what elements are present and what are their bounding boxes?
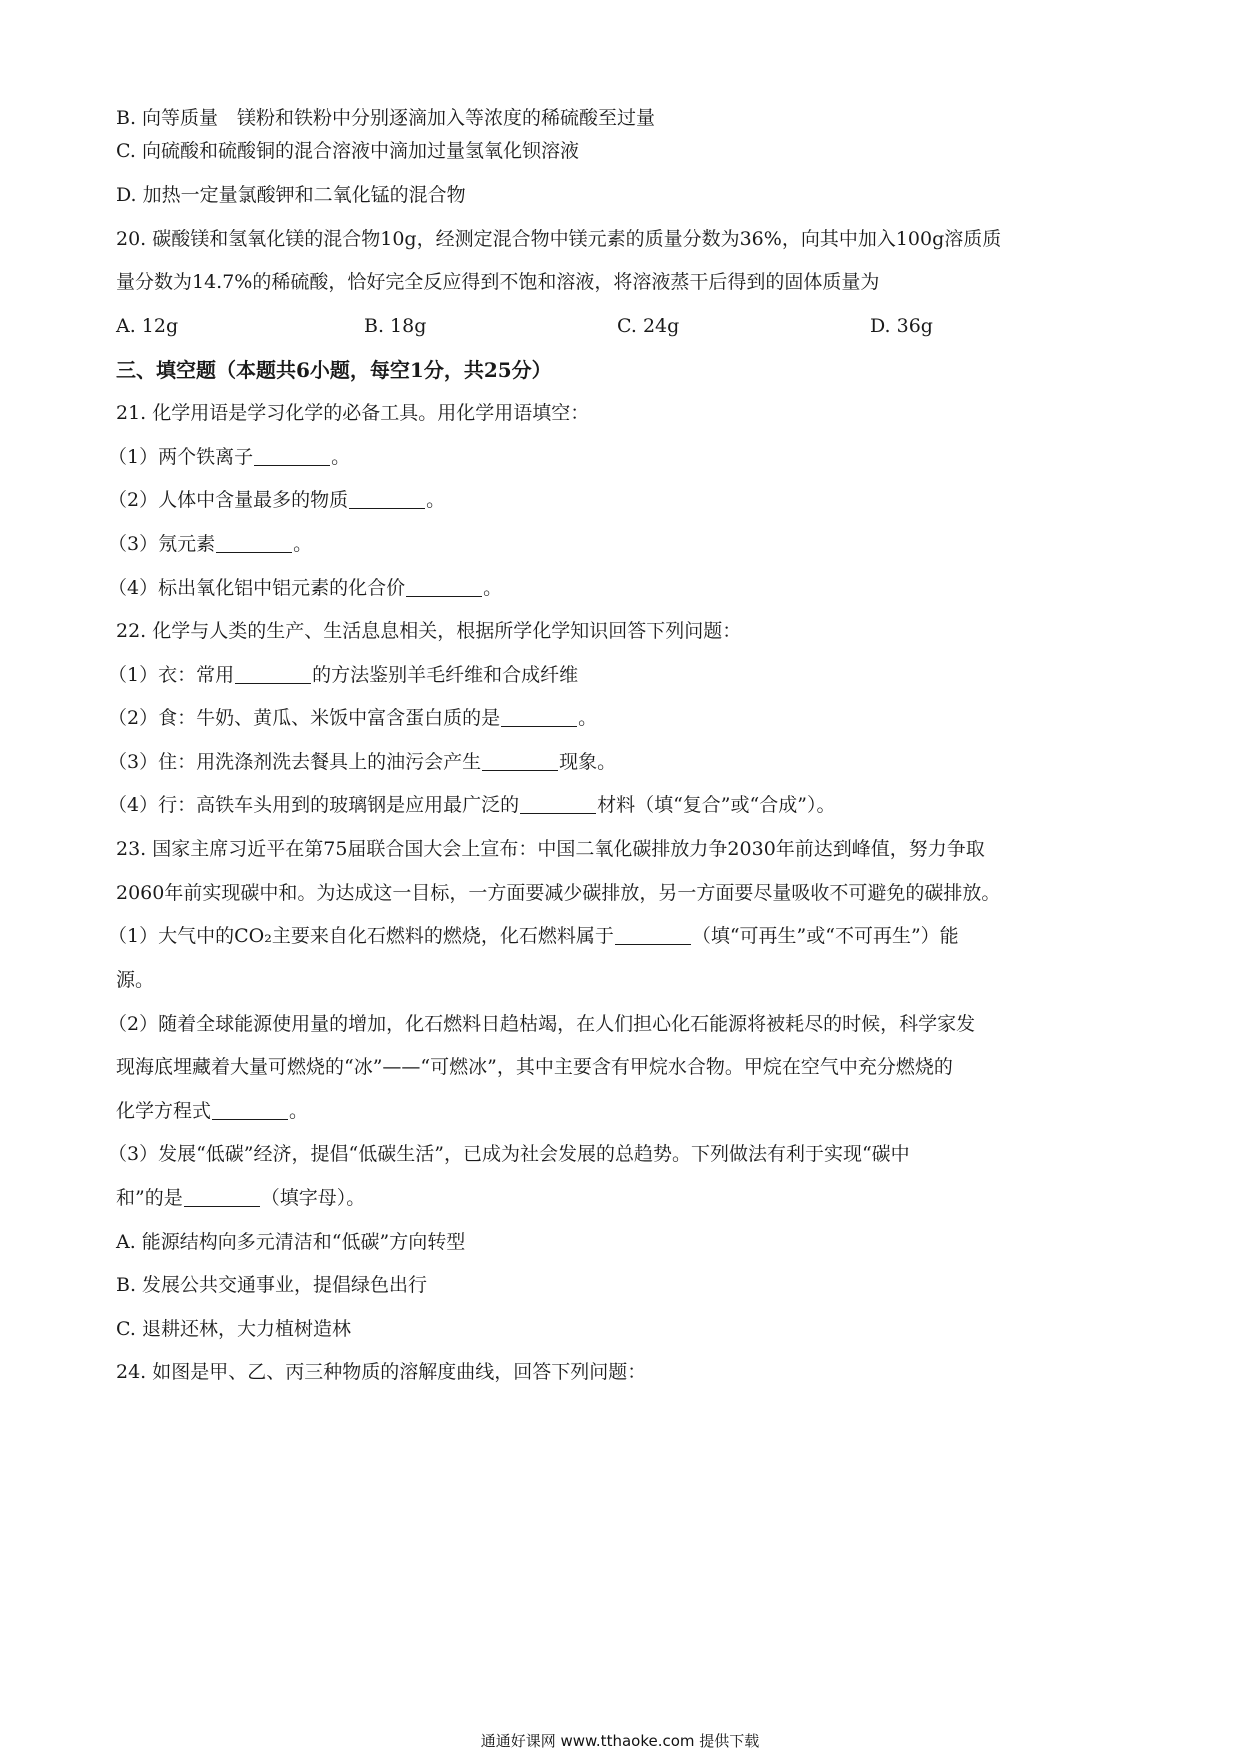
q22-part3-text: （3）住：用洗涤剂洗去餐具上的油污会产生 xyxy=(108,751,482,773)
q19-option-c: C. 向硫酸和硫酸铜的混合溶液中滴加过量氢氧化钡溶液 xyxy=(116,140,579,162)
q22-part1-text: （1）衣：常用 xyxy=(108,664,235,686)
answer-blank[interactable] xyxy=(184,1186,260,1207)
q23-stem-line2: 2060年前实现碳中和。为达成这一目标，一方面要减少碳排放，另一方面要尽量吸收不可避免的碳排放。 xyxy=(116,882,1001,904)
q23-part2-text: 化学方程式 xyxy=(116,1100,212,1122)
q23-part3-end: （填字母）。 xyxy=(260,1187,366,1209)
q20-stem-line1: 20. 碳酸镁和氢氧化镁的混合物10g，经测定混合物中镁元素的质量分数为36%，向其中加入100g溶质质 xyxy=(116,228,1002,250)
page-footer: 通通好课网 www.tthaoke.com 提供下载 xyxy=(480,1732,760,1750)
q21-part2 xyxy=(108,486,445,514)
answer-blank[interactable] xyxy=(520,793,596,814)
q21-part1-end: 。 xyxy=(331,446,351,468)
q22-part2 xyxy=(108,704,597,732)
q20-option-c: C. 24g xyxy=(617,315,680,337)
answer-blank[interactable] xyxy=(254,445,330,466)
q23-part2-line3 xyxy=(116,1097,308,1125)
q21-part2-end: 。 xyxy=(426,489,446,511)
q23-part2-line2: 现海底埋藏着大量可燃烧的“冰”——“可燃冰”，其中主要含有甲烷水合物。甲烷在空气中充分燃烧的 xyxy=(116,1056,953,1078)
q22-part2-end: 。 xyxy=(578,707,598,729)
q23-part2-line1: （2）随着全球能源使用量的增加，化石燃料日趋枯竭，在人们担心化石能源将被耗尽的时候，科学家发 xyxy=(108,1013,976,1035)
q23-part1-end: （填“可再生”或“不可再生”）能 xyxy=(691,925,959,947)
q21-part1-text: （1）两个铁离子 xyxy=(108,446,254,468)
q22-part4-end: 材料（填“复合”或“合成”）。 xyxy=(597,794,836,816)
q23-option-a: A. 能源结构向多元清洁和“低碳”方向转型 xyxy=(116,1231,466,1253)
q21-part3-text: （3）氖元素 xyxy=(108,533,216,555)
answer-blank[interactable] xyxy=(482,750,558,771)
q20-option-b: B. 18g xyxy=(364,315,427,337)
q21-part4-text: （4）标出氧化铝中铝元素的化合价 xyxy=(108,577,406,599)
q23-option-b: B. 发展公共交通事业，提倡绿色出行 xyxy=(116,1274,428,1296)
q19-option-b: B. 向等质量 镁粉和铁粉中分别逐滴加入等浓度的稀硫酸至过量 xyxy=(116,107,656,129)
q23-part1-wrap: 源。 xyxy=(116,969,155,991)
q23-part3-line2 xyxy=(116,1184,365,1212)
q21-part3 xyxy=(108,530,312,558)
q21-part4 xyxy=(108,574,502,602)
q19-option-d: D. 加热一定量氯酸钾和二氧化锰的混合物 xyxy=(116,184,466,206)
answer-blank[interactable] xyxy=(212,1099,288,1120)
q24-stem: 24. 如图是甲、乙、丙三种物质的溶解度曲线，回答下列问题： xyxy=(116,1361,647,1383)
q23-option-c: C. 退耕还林，大力植树造林 xyxy=(116,1318,351,1340)
q22-part4-text: （4）行：高铁车头用到的玻璃钢是应用最广泛的 xyxy=(108,794,520,816)
answer-blank[interactable] xyxy=(349,488,425,509)
answer-blank[interactable] xyxy=(235,663,311,684)
q22-part3-end: 现象。 xyxy=(559,751,617,773)
q21-part2-text: （2）人体中含量最多的物质 xyxy=(108,489,349,511)
answer-blank[interactable] xyxy=(615,924,691,945)
q23-part1-text: （1）大气中的CO₂主要来自化石燃料的燃烧，化石燃料属于 xyxy=(108,925,614,947)
answer-blank[interactable] xyxy=(501,706,577,727)
q20-option-a: A. 12g xyxy=(116,315,179,337)
section-heading: 三、填空题（本题共6小题，每空1分，共25分） xyxy=(116,358,552,382)
q22-stem: 22. 化学与人类的生产、生活息息相关，根据所学化学知识回答下列问题： xyxy=(116,620,742,642)
q22-part2-text: （2）食：牛奶、黄瓜、米饭中富含蛋白质的是 xyxy=(108,707,501,729)
q22-part4 xyxy=(108,791,835,819)
q23-part2-end: 。 xyxy=(289,1100,309,1122)
q20-stem-line2: 量分数为14.7%的稀硫酸，恰好完全反应得到不饱和溶液，将溶液蒸干后得到的固体质量为 xyxy=(116,271,880,293)
q22-part3 xyxy=(108,748,616,776)
q23-part1 xyxy=(108,922,959,950)
answer-blank[interactable] xyxy=(216,532,292,553)
q22-part1 xyxy=(108,661,578,689)
q20-option-d: D. 36g xyxy=(870,315,933,337)
q23-stem-line1: 23. 国家主席习近平在第75届联合国大会上宣布：中国二氧化碳排放力争2030年前达到峰值，努力争取 xyxy=(116,838,985,860)
q23-part3-text: 和”的是 xyxy=(116,1187,183,1209)
q23-part3-line1: （3）发展“低碳”经济，提倡“低碳生活”，已成为社会发展的总趋势。下列做法有利于实现“碳中 xyxy=(108,1143,910,1165)
q21-part3-end: 。 xyxy=(293,533,313,555)
q21-part4-end: 。 xyxy=(483,577,503,599)
answer-blank[interactable] xyxy=(406,576,482,597)
q22-part1-end: 的方法鉴别羊毛纤维和合成纤维 xyxy=(312,664,579,686)
q21-stem: 21. 化学用语是学习化学的必备工具。用化学用语填空： xyxy=(116,402,590,424)
q21-part1 xyxy=(108,443,350,471)
